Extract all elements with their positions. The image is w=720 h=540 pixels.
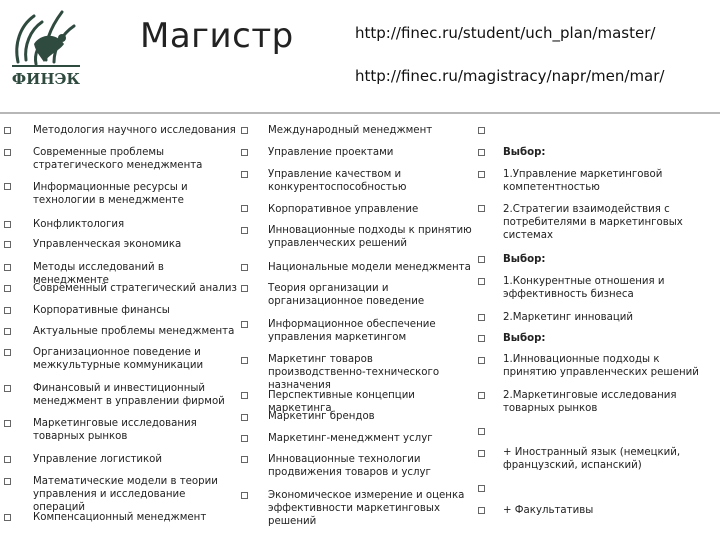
course-item: Компенсационный менеджмент	[33, 512, 207, 523]
bullet-icon	[241, 414, 248, 421]
course-item: Маркетинг брендов	[268, 411, 375, 422]
course-item: Современный стратегический анализ	[33, 283, 237, 294]
header-divider	[0, 112, 720, 114]
bullet-icon	[241, 127, 248, 134]
bullet-icon	[241, 285, 248, 292]
bullet-icon	[241, 227, 248, 234]
choice-label: Выбор:	[503, 147, 546, 158]
choice-label: Выбор:	[503, 254, 546, 265]
bullet-icon	[478, 205, 485, 212]
course-item: Маркетинг-менеджмент услуг	[268, 433, 433, 444]
extra-item: + Иностранный язык (немецкий, французский, испанский)	[503, 447, 681, 471]
bullet-icon	[478, 392, 485, 399]
course-item: Управление качеством и конкурентоспособностью	[268, 169, 407, 193]
choice-item: 1.Инновационные подходы к принятию управленческих решений	[503, 354, 699, 378]
course-item: Современные проблемы стратегического менеджмента	[33, 147, 203, 171]
course-item: Управление логистикой	[33, 454, 163, 465]
page-title: Магистр	[140, 16, 294, 56]
bullet-icon	[241, 392, 248, 399]
bullet-icon	[4, 183, 11, 190]
course-item: Управление проектами	[268, 147, 394, 158]
course-item: Конфликтология	[33, 219, 125, 230]
bullet-icon	[4, 241, 11, 248]
course-item: Организационное поведение и межкультурные коммуникации	[33, 347, 204, 371]
bullet-icon	[4, 221, 11, 228]
bullet-icon	[478, 256, 485, 263]
bullet-icon	[4, 149, 11, 156]
choice-item: 2.Стратегии взаимодействия с потребителями в маркетинговых системах	[503, 204, 683, 241]
bullet-icon	[241, 435, 248, 442]
course-item: Методология научного исследования	[33, 125, 236, 136]
course-item: Национальные модели менеджмента	[268, 262, 471, 273]
bullet-icon	[241, 321, 248, 328]
bullet-icon	[478, 507, 485, 514]
bullet-icon	[241, 264, 248, 271]
bullet-icon	[478, 278, 485, 285]
bullet-icon	[4, 127, 11, 134]
bullet-icon	[478, 335, 485, 342]
course-item: Управленческая экономика	[33, 239, 182, 250]
choice-item: 1.Управление маркетинговой компетентностью	[503, 169, 663, 193]
bullet-icon	[4, 420, 11, 427]
choice-label: Выбор:	[503, 333, 546, 344]
course-item: Информационное обеспечение управления маркетингом	[268, 319, 436, 343]
bullet-icon	[478, 485, 485, 492]
bullet-icon	[241, 149, 248, 156]
extra-item: + Факультативы	[503, 505, 594, 516]
course-item: Финансовый и инвестиционный менеджмент в управлении фирмой	[33, 383, 225, 407]
bullet-icon	[4, 478, 11, 485]
bullet-icon	[478, 357, 485, 364]
bullet-icon	[4, 285, 11, 292]
course-item: Экономическое измерение и оценка эффективности маркетинговых решений	[268, 490, 465, 527]
bullet-icon	[4, 349, 11, 356]
course-item: Международный менеджмент	[268, 125, 433, 136]
course-item: Информационные ресурсы и технологии в менеджменте	[33, 182, 188, 206]
bullet-icon	[4, 328, 11, 335]
bullet-icon	[478, 450, 485, 457]
bullet-icon	[4, 456, 11, 463]
course-item: Перспективные концепции маркетинга	[268, 390, 415, 414]
bullet-icon	[4, 385, 11, 392]
course-item: Теория организации и организационное поведение	[268, 283, 425, 307]
bullet-icon	[478, 127, 485, 134]
url-link-2[interactable]: http://finec.ru/magistracy/napr/men/mar/	[355, 67, 665, 85]
course-item: Инновационные подходы к принятию управленческих решений	[268, 225, 472, 249]
bullet-icon	[478, 149, 485, 156]
bullet-icon	[4, 514, 11, 521]
bullet-icon	[241, 456, 248, 463]
finec-logo	[4, 4, 88, 96]
bullet-icon	[478, 314, 485, 321]
bullet-icon	[241, 492, 248, 499]
bullet-icon	[241, 357, 248, 364]
course-item: Методы исследований в менеджменте	[33, 262, 164, 286]
bullet-icon	[478, 428, 485, 435]
choice-item: 2.Маркетинговые исследования товарных рынков	[503, 390, 677, 414]
url-link-1[interactable]: http://finec.ru/student/uch_plan/master/	[355, 24, 656, 42]
course-item: Корпоративное управление	[268, 204, 419, 215]
bullet-icon	[4, 307, 11, 314]
course-item: Маркетинговые исследования товарных рынков	[33, 418, 197, 442]
course-item: Инновационные технологии продвижения товаров и услуг	[268, 454, 431, 478]
svg-text:ФИНЭК: ФИНЭК	[11, 70, 81, 88]
course-item: Актуальные проблемы менеджмента	[33, 326, 235, 337]
bullet-icon	[241, 171, 248, 178]
bullet-icon	[4, 264, 11, 271]
bullet-icon	[478, 171, 485, 178]
choice-item: 2.Маркетинг инноваций	[503, 312, 634, 323]
course-item: Математические модели в теории управления и исследование операций	[33, 476, 218, 513]
choice-item: 1.Конкурентные отношения и эффективность бизнеса	[503, 276, 665, 300]
bullet-icon	[241, 205, 248, 212]
course-item: Корпоративные финансы	[33, 305, 170, 316]
course-item: Маркетинг товаров производственно-технического назначения	[268, 354, 440, 391]
